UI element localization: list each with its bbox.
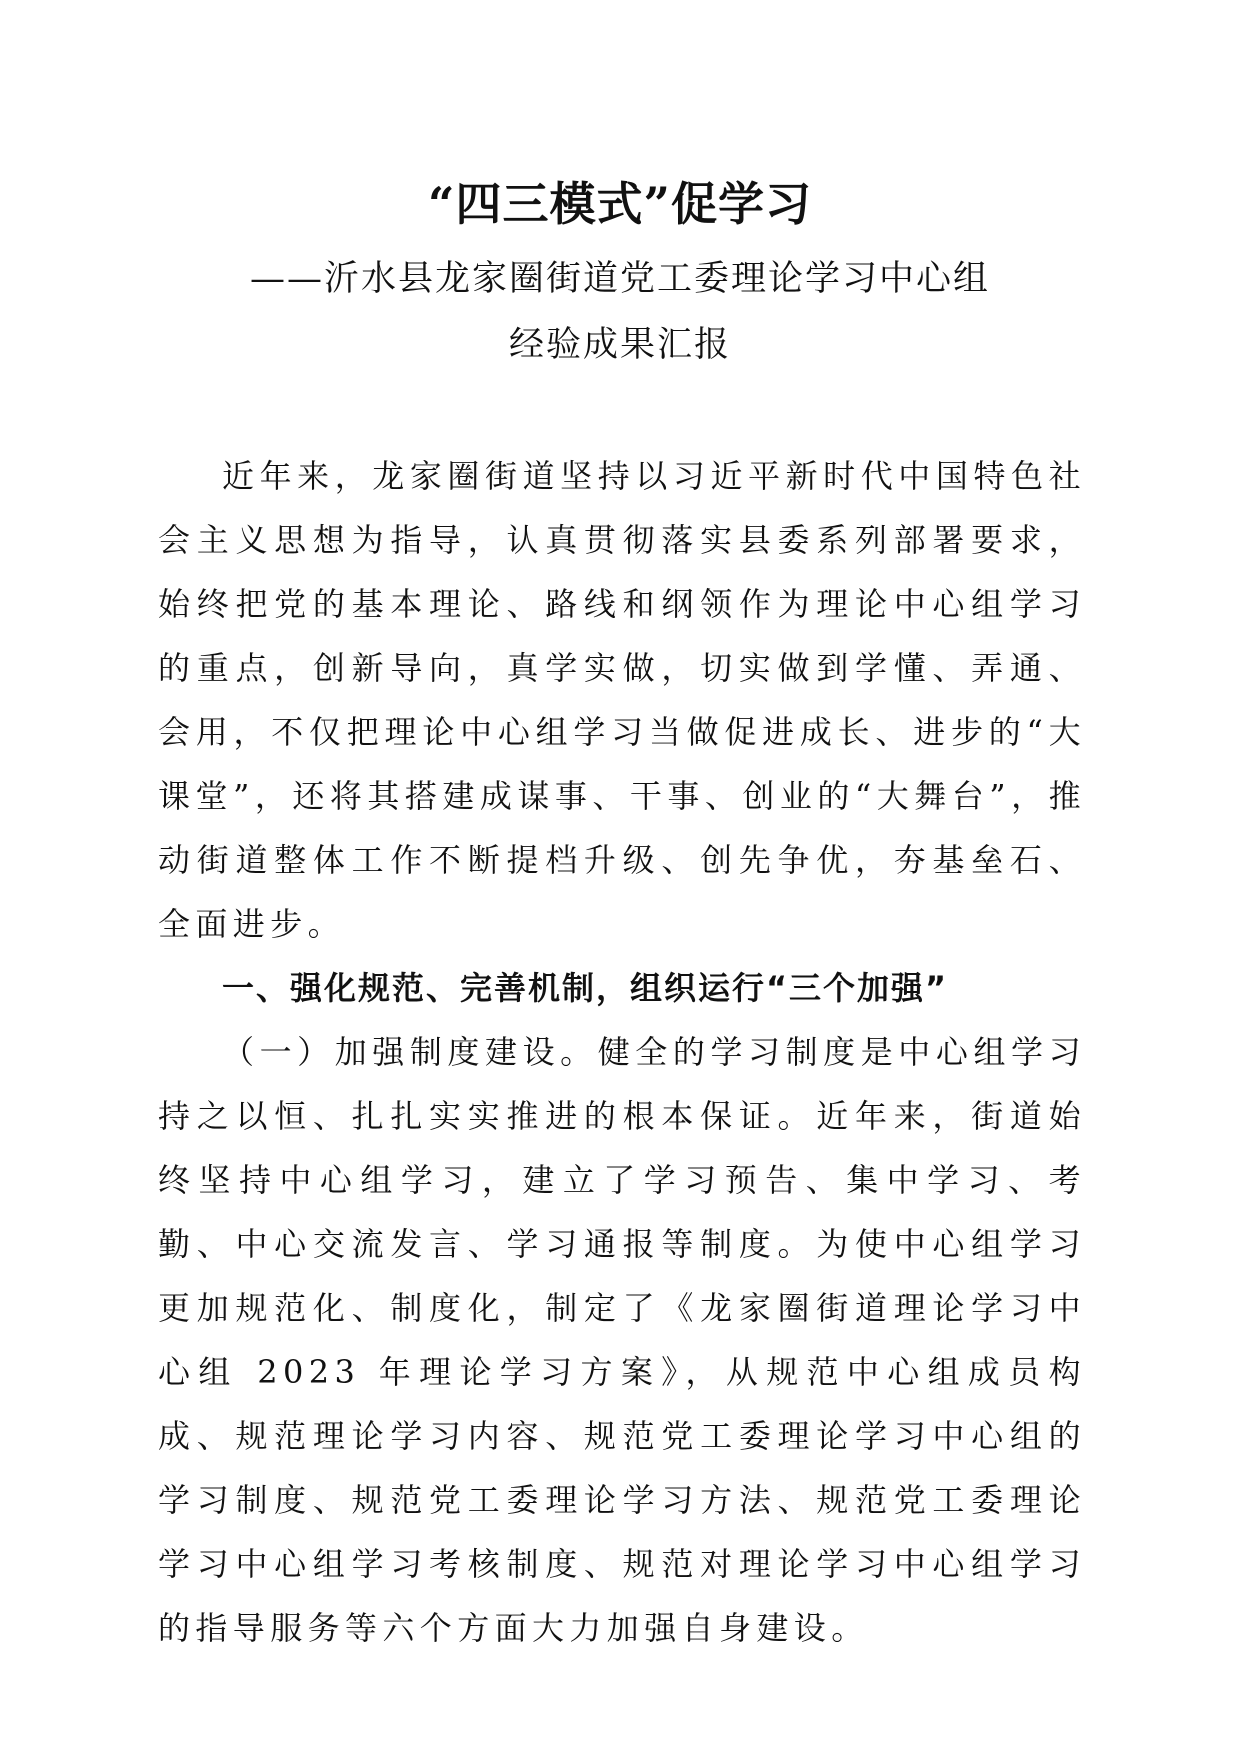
document-title: “四三模式”促学习 — [428, 177, 812, 231]
intro-paragraph: 近年来，龙家圈街道坚持以习近平新时代中国特色社会主义思想为指导，认真贯彻落实县委系列部署要求，始终把党的基本理论、路线和纲领作为理论中心组学习的重点，创新导向，真学实做，切实做到学懂、弄通、会用，不仅把理论中心组学习当做促进成长、进步的“大课堂”，还将其搭建成谋事、干事、创业的“大舞台”，推动街道整体工作不断提档升级、创先争优，夯基垒石、全面进步。 — [158, 457, 1086, 943]
document-subtitle-line1: ——沂水县龙家圈街道党工委理论学习中心组 — [249, 259, 990, 299]
section-heading: 一、强化规范、完善机制，组织运行“三个加强” — [222, 969, 949, 1007]
document-body — [158, 444, 1086, 1660]
document-subtitle-line2: 经验成果汇报 — [508, 325, 731, 365]
section-paragraph: （一）加强制度建设。健全的学习制度是中心组学习持之以恒、扎扎实实推进的根本保证。近年来，街道始终坚持中心组学习，建立了学习预告、集中学习、考勤、中心交流发言、学习通报等制度。为使中心组学习更加规范化、制度化，制定了《龙家圈街道理论学习中心组 2023 年理论学习方案》，从规范中心组成员构成、规范理论学习内容、规范党工委理论学习中心组的学习制度、规范党工委理论学习方法、规范党工委理论学习中心组学习考核制度、规范对理论学习中心组学习的指导服务等六个方面大力加强自身建设。 — [158, 1033, 1086, 1647]
